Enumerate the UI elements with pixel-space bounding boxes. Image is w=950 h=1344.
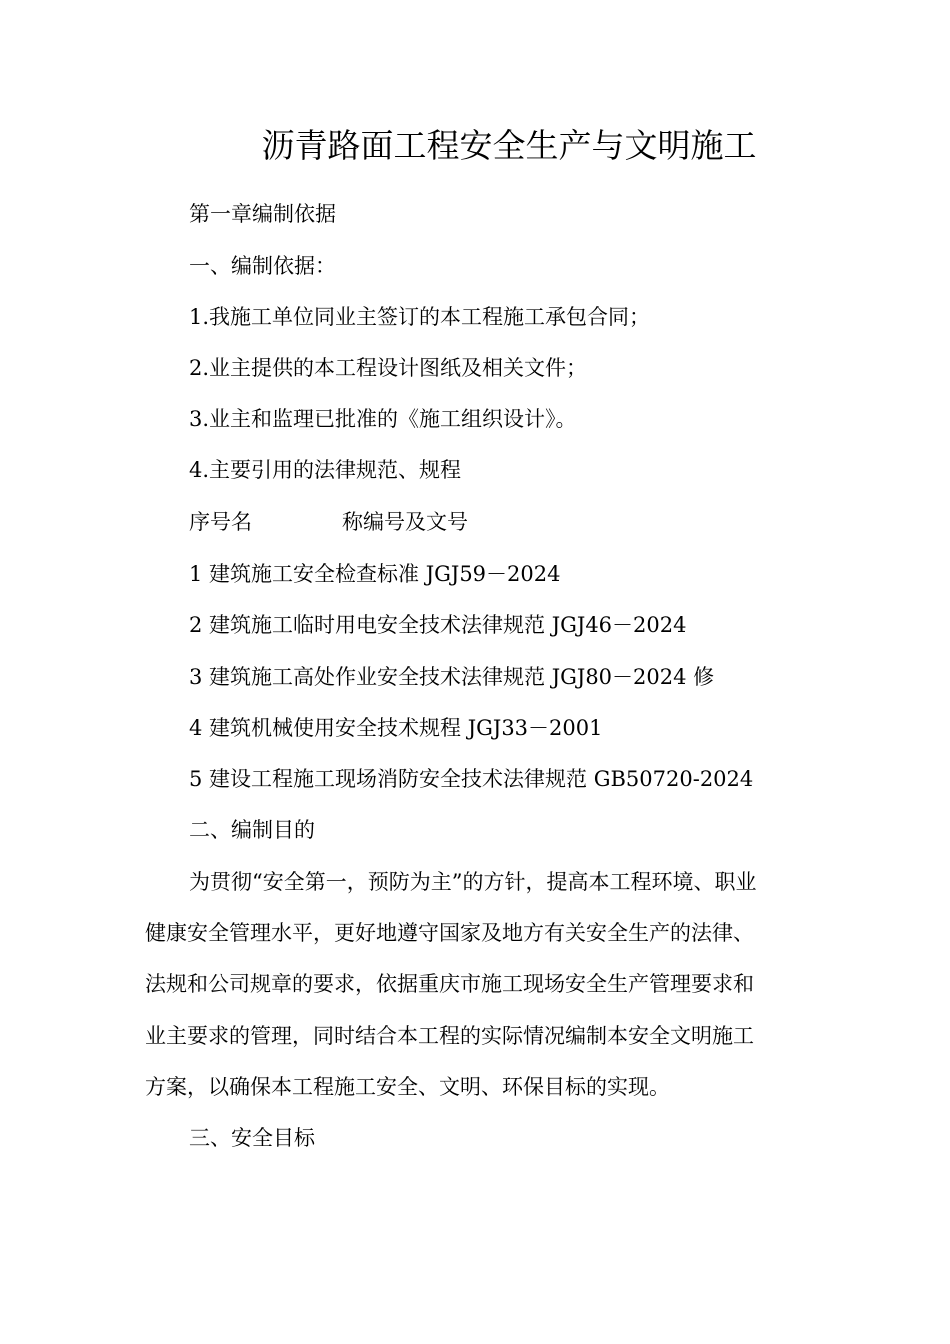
standards-table-header xyxy=(189,507,468,537)
purpose-line: 法规和公司规章的要求，依据重庆市施工现场安全生产管理要求和 xyxy=(145,972,754,996)
standard-row: 5 建设工程施工现场消防安全技术法律规范 GB50720-2024 xyxy=(189,767,754,791)
basis-item: 2.业主提供的本工程设计图纸及相关文件； xyxy=(189,356,588,380)
purpose-line: 业主要求的管理，同时结合本工程的实际情况编制本安全文明施工 xyxy=(145,1024,754,1048)
standard-row: 4 建筑机械使用安全技术规程 JGJ33－2001 xyxy=(189,716,603,740)
basis-item: 4.主要引用的法律规范、规程 xyxy=(189,458,462,482)
table-header-col2: 称编号及文号 xyxy=(342,510,468,534)
section-heading-basis: 一、编制依据： xyxy=(189,254,336,278)
purpose-line: 为贯彻“安全第一，预防为主”的方针，提高本工程环境、职业 xyxy=(189,870,757,894)
purpose-line: 健康安全管理水平，更好地遵守国家及地方有关安全生产的法律、 xyxy=(145,921,754,945)
purpose-line: 方案，以确保本工程施工安全、文明、环保目标的实现。 xyxy=(145,1075,670,1099)
standard-row: 3 建筑施工高处作业安全技术法律规范 JGJ80－2024 修 xyxy=(189,665,715,689)
section-heading-purpose: 二、编制目的 xyxy=(189,818,315,842)
standard-row: 1 建筑施工安全检查标准 JGJ59－2024 xyxy=(189,562,561,586)
table-header-col1: 序号名 xyxy=(189,510,252,534)
chapter-heading: 第一章编制依据 xyxy=(189,202,336,226)
basis-item: 3.业主和监理已批准的《施工组织设计》。 xyxy=(189,407,577,431)
basis-item: 1.我施工单位同业主签订的本工程施工承包合同； xyxy=(189,305,651,329)
section-heading-safety-goal: 三、安全目标 xyxy=(189,1126,315,1150)
standard-row: 2 建筑施工临时用电安全技术法律规范 JGJ46－2024 xyxy=(189,613,687,637)
document-title: 沥青路面工程安全生产与文明施工 xyxy=(261,126,757,165)
